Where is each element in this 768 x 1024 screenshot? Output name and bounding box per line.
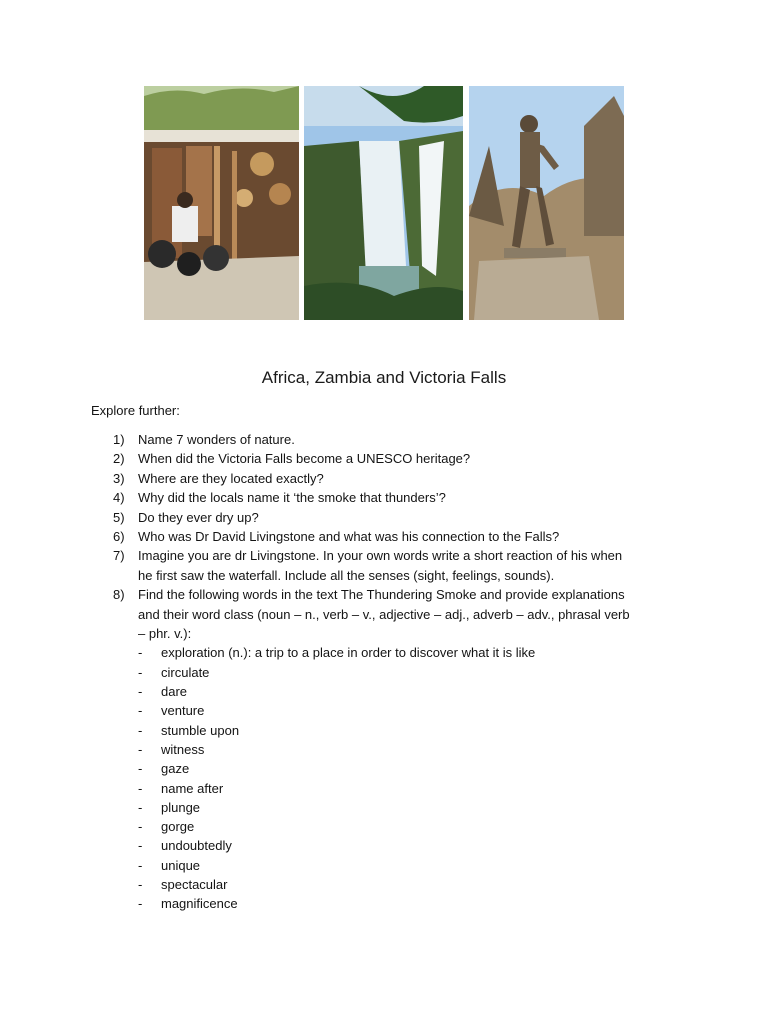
word-dash: - — [138, 857, 143, 873]
word-text: stumble upon — [161, 722, 240, 738]
word-text: circulate — [161, 664, 210, 680]
word-dash: - — [138, 877, 143, 892]
word-dash: - — [138, 799, 143, 815]
page-title: Africa, Zambia and Victoria Falls — [261, 368, 507, 387]
word-text: unique — [161, 857, 201, 873]
question-text-line: he first saw the waterfall. Include all the senses (sight, feelings, sounds). — [138, 567, 555, 583]
banner-photos — [144, 86, 624, 320]
word-text: undoubtedly — [161, 838, 232, 854]
question-text-line: Find the following words in the text The Thundering Smoke and provide explanations — [138, 587, 625, 603]
question-number: 7) — [113, 548, 125, 564]
question-number: 6) — [113, 529, 125, 544]
question-number: 1) — [113, 432, 125, 447]
word-text: spectacular — [161, 877, 228, 892]
word-text: gorge — [161, 819, 195, 835]
word-text: venture — [161, 703, 205, 719]
question-number: 5) — [113, 509, 125, 525]
word-text: magnificence — [161, 896, 238, 912]
word-text: dare — [161, 684, 188, 699]
word-text: plunge — [161, 799, 201, 815]
photo-banner — [144, 86, 624, 320]
explore-label: Explore further: — [91, 403, 180, 418]
question-text: When did the Victoria Falls become a UNESCO heritage? — [138, 451, 471, 467]
word-dash: - — [138, 780, 143, 796]
word-dash: - — [138, 664, 143, 680]
question-number: 4) — [113, 490, 125, 506]
market-stall-photo — [144, 86, 299, 320]
question-text: Do they ever dry up? — [138, 509, 259, 525]
word-dash: - — [138, 645, 143, 661]
word-text: name after — [161, 780, 224, 796]
word-dash: - — [138, 819, 143, 835]
question-text: Where are they located exactly? — [138, 470, 324, 486]
question-text-line: Imagine you are dr Livingstone. In your own words write a short reaction of his when — [138, 548, 623, 564]
word-dash: - — [138, 896, 143, 912]
question-number: 2) — [113, 451, 125, 467]
word-text: witness — [161, 741, 205, 757]
question-number: 3) — [113, 470, 125, 486]
question-text: Name 7 wonders of nature. — [138, 432, 295, 447]
livingstone-statue-photo — [469, 86, 624, 320]
word-dash: - — [138, 838, 143, 854]
question-text-line: – phr. v.): — [138, 626, 192, 641]
question-text: Who was Dr David Livingstone and what was his connection to the Falls? — [138, 529, 560, 544]
word-text: gaze — [161, 761, 190, 777]
question-text-line: and their word class (noun – n., verb – v., adjective – adj., adverb – adv., phrasal verb — [138, 606, 630, 622]
word-text: exploration (n.): a trip to a place in order to discover what it is like — [161, 645, 536, 661]
question-number: 8) — [113, 587, 125, 603]
word-dash: - — [138, 703, 143, 719]
word-dash: - — [138, 741, 143, 757]
word-dash: - — [138, 722, 143, 738]
question-text: Why did the locals name it ‘the smoke that thunders’? — [138, 490, 446, 506]
word-dash: - — [138, 761, 143, 777]
word-dash: - — [138, 684, 143, 699]
victoria-falls-photo — [304, 86, 463, 320]
